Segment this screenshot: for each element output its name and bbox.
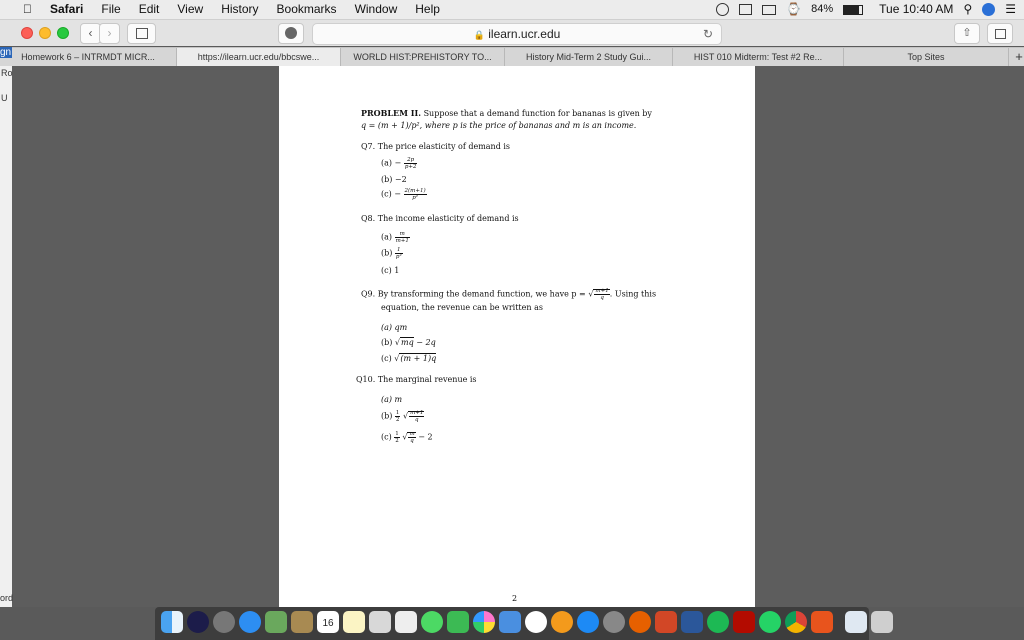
sqrt-content: (m + 1)q <box>400 354 437 363</box>
tab-label: WORLD HIST:PREHISTORY TO... <box>353 52 492 62</box>
new-tab-button[interactable] <box>1009 48 1024 66</box>
option-q10-b <box>381 410 424 423</box>
option-label: (a) − <box>381 158 402 168</box>
fraction <box>409 410 424 423</box>
sqrt-content <box>593 289 609 299</box>
back-button[interactable]: ‹ <box>80 23 101 44</box>
wifi-icon[interactable]: ⌚ <box>786 2 802 16</box>
show-all-tabs-button[interactable] <box>987 23 1013 44</box>
tab-label: History Mid-Term 2 Study Gui... <box>525 52 652 62</box>
menu-window[interactable]: Window <box>345 2 389 16</box>
menu-bar <box>0 0 1024 20</box>
sqrt-content <box>408 411 424 421</box>
share-button[interactable] <box>954 23 980 44</box>
sqrt-content: mq <box>401 338 414 347</box>
notification-center-icon[interactable]: ☰ <box>1005 2 1016 16</box>
option-label: (a) <box>381 232 393 242</box>
menu-bookmarks[interactable]: Bookmarks <box>267 2 328 16</box>
numerator: m <box>395 231 410 238</box>
calendar-day: 16 <box>322 618 334 629</box>
page-number: 2 <box>512 594 518 603</box>
spotify-icon[interactable] <box>707 611 729 633</box>
document-page <box>279 66 755 607</box>
fraction <box>395 231 410 244</box>
option-q10-c <box>381 431 433 444</box>
finder-icon[interactable] <box>161 611 183 633</box>
edge-text: U <box>1 93 8 103</box>
notes-app-icon[interactable] <box>291 611 313 633</box>
fraction <box>394 431 400 444</box>
battery-icon[interactable] <box>843 5 863 15</box>
itunes-icon[interactable] <box>525 611 547 633</box>
display-icon[interactable] <box>739 4 752 15</box>
fraction <box>404 157 418 170</box>
extension-icon <box>285 27 297 39</box>
edge-text: Ro <box>1 68 13 78</box>
messages-icon[interactable] <box>421 611 443 633</box>
numerator: 2(m+1) <box>404 188 426 194</box>
background-window-edge <box>0 47 14 607</box>
menu-app-name[interactable]: Safari <box>41 2 75 16</box>
expression: − 2 <box>418 432 433 442</box>
tab-hist-010[interactable] <box>673 48 844 66</box>
question-q9-line2: equation, the revenue can be written as <box>381 303 543 312</box>
option-q9-c <box>381 353 436 364</box>
sidebar-icon <box>136 28 148 39</box>
firefox-icon[interactable] <box>629 611 651 633</box>
denominator: 2 <box>395 438 399 444</box>
sqrt-symbol: √ <box>402 411 409 421</box>
numerator: m <box>409 431 415 437</box>
tab-label: Top Sites <box>907 52 945 62</box>
menu-view[interactable]: View <box>168 2 195 16</box>
system-preferences-icon[interactable] <box>603 611 625 633</box>
denominator: 2 <box>395 417 400 423</box>
question-q10: Q10. The marginal revenue is <box>356 375 477 384</box>
option-q8-c: (c) 1 <box>381 266 400 275</box>
edge-text: ord <box>0 593 14 603</box>
numerator: 1 <box>395 247 403 254</box>
zoom-window-button[interactable] <box>57 27 69 39</box>
fraction <box>395 247 403 260</box>
expression: − 2q <box>416 338 436 347</box>
question-q8: Q8. The income elasticity of demand is <box>361 214 519 223</box>
option-label: (c) <box>381 432 392 442</box>
option-q8-a <box>381 231 410 244</box>
option-label: (c) <box>381 354 392 363</box>
option-q9-a: (a) qm <box>381 323 408 332</box>
denominator: p² <box>412 195 418 201</box>
denominator: p+2 <box>404 164 417 170</box>
spotlight-search-icon[interactable]: ⚲ <box>963 2 973 16</box>
tabs-icon <box>995 29 1006 39</box>
url-text: ilearn.ucr.edu <box>488 27 561 41</box>
denominator: q <box>414 417 419 423</box>
numerator: 2p <box>404 157 418 164</box>
option-q7-b: (b) −2 <box>381 175 407 184</box>
photos-viewer-icon[interactable] <box>265 611 287 633</box>
option-label: (c) − <box>381 189 401 199</box>
keynote-icon[interactable] <box>499 611 521 633</box>
user-icon[interactable] <box>982 3 995 16</box>
notes-icon[interactable] <box>343 611 365 633</box>
browser-toolbar <box>0 20 1024 46</box>
sqrt-content <box>407 432 415 442</box>
fraction <box>594 288 609 301</box>
lock-icon: 🔒 <box>473 30 485 40</box>
reload-icon[interactable]: ↻ <box>702 27 713 41</box>
siri-icon[interactable] <box>187 611 209 633</box>
tab-homework[interactable] <box>0 48 177 66</box>
tab-world-hist[interactable] <box>341 48 505 66</box>
tab-history-midterm[interactable] <box>505 48 673 66</box>
share-icon: ⇧ <box>962 27 972 39</box>
battery-percent[interactable]: 84% <box>811 3 834 15</box>
safari-icon[interactable] <box>239 611 261 633</box>
menu-edit[interactable]: Edit <box>129 2 151 16</box>
numerator: 1 <box>395 410 400 416</box>
apple-icon[interactable] <box>14 2 41 17</box>
denominator: m+1 <box>395 238 409 244</box>
option-q8-b <box>381 247 403 260</box>
question-text: . Using this <box>609 289 657 299</box>
option-label: (b) <box>381 248 393 258</box>
option-label: (b) <box>381 338 393 347</box>
status-menu-icon[interactable] <box>716 3 729 16</box>
problem-text-line2: q = (m + 1)/p², where p is the price of bananas and m is an income. <box>361 121 637 130</box>
whatsapp-icon[interactable] <box>759 611 781 633</box>
tab-bar <box>0 47 1024 67</box>
edge-text: gn <box>0 47 12 58</box>
problem-heading <box>361 108 652 119</box>
menu-file[interactable]: File <box>92 2 112 16</box>
menu-history[interactable]: History <box>212 2 250 16</box>
launchpad-icon[interactable] <box>213 611 235 633</box>
tab-ilearn[interactable] <box>177 48 341 66</box>
tab-label: Homework 6 – INTRMDT MICR... <box>21 52 155 62</box>
tab-label: https://ilearn.ucr.edu/bbcswe... <box>197 52 320 62</box>
numerator: 1 <box>395 431 399 437</box>
fraction <box>404 188 427 201</box>
option-q7-a <box>381 157 417 170</box>
sqrt-symbol: √ <box>402 432 408 442</box>
chrome-icon[interactable] <box>785 611 807 633</box>
tab-label: HIST 010 Midterm: Test #2 Re... <box>693 52 823 62</box>
question-q9 <box>361 288 656 301</box>
trash-icon[interactable] <box>871 611 893 633</box>
forward-button[interactable]: › <box>99 23 120 44</box>
address-bar[interactable] <box>312 23 722 45</box>
preview-icon[interactable] <box>369 611 391 633</box>
option-q9-b <box>381 337 436 348</box>
sqrt-symbol: √ <box>394 338 401 347</box>
reminders-icon[interactable] <box>395 611 417 633</box>
dock <box>155 607 869 640</box>
question-q7: Q7. The price elasticity of demand is <box>361 142 511 151</box>
fraction <box>395 410 401 423</box>
problem-title: PROBLEM II. <box>361 108 422 118</box>
option-q10-a: (a) m <box>381 395 403 404</box>
denominator: p² <box>395 254 402 260</box>
extension-button[interactable] <box>278 23 304 44</box>
question-text: Q9. By transforming the demand function, we have p = <box>361 289 586 299</box>
downloads-folder-icon[interactable] <box>845 611 867 633</box>
denominator: q <box>410 438 414 444</box>
clock[interactable]: Tue 10:40 AM <box>879 2 954 16</box>
photos-icon[interactable] <box>473 611 495 633</box>
acrobat-icon[interactable] <box>733 611 755 633</box>
sqrt-symbol: √ <box>588 289 594 299</box>
word-icon[interactable] <box>681 611 703 633</box>
option-q7-c <box>381 188 427 201</box>
facetime-icon[interactable] <box>447 611 469 633</box>
sqrt-symbol: √ <box>394 354 400 363</box>
minimize-window-button[interactable] <box>39 27 51 39</box>
option-label: (b) <box>381 411 393 421</box>
sidebar-toggle-button[interactable] <box>127 23 156 44</box>
calendar-icon[interactable] <box>317 611 339 633</box>
problem-text: Suppose that a demand function for bananas is given by <box>423 109 652 118</box>
close-window-button[interactable] <box>21 27 33 39</box>
plus-icon: + <box>1015 49 1023 64</box>
numerator: m+1 <box>595 288 609 294</box>
app-store-icon[interactable] <box>577 611 599 633</box>
denominator: q <box>600 295 604 301</box>
powerpoint-icon[interactable] <box>655 611 677 633</box>
airplay-icon[interactable] <box>762 5 776 15</box>
tab-top-sites[interactable] <box>844 48 1009 66</box>
ibooks-icon[interactable] <box>551 611 573 633</box>
office-app-icon[interactable] <box>811 611 833 633</box>
numerator: m+1 <box>410 410 424 416</box>
fraction <box>408 431 415 444</box>
menu-help[interactable]: Help <box>406 2 431 16</box>
